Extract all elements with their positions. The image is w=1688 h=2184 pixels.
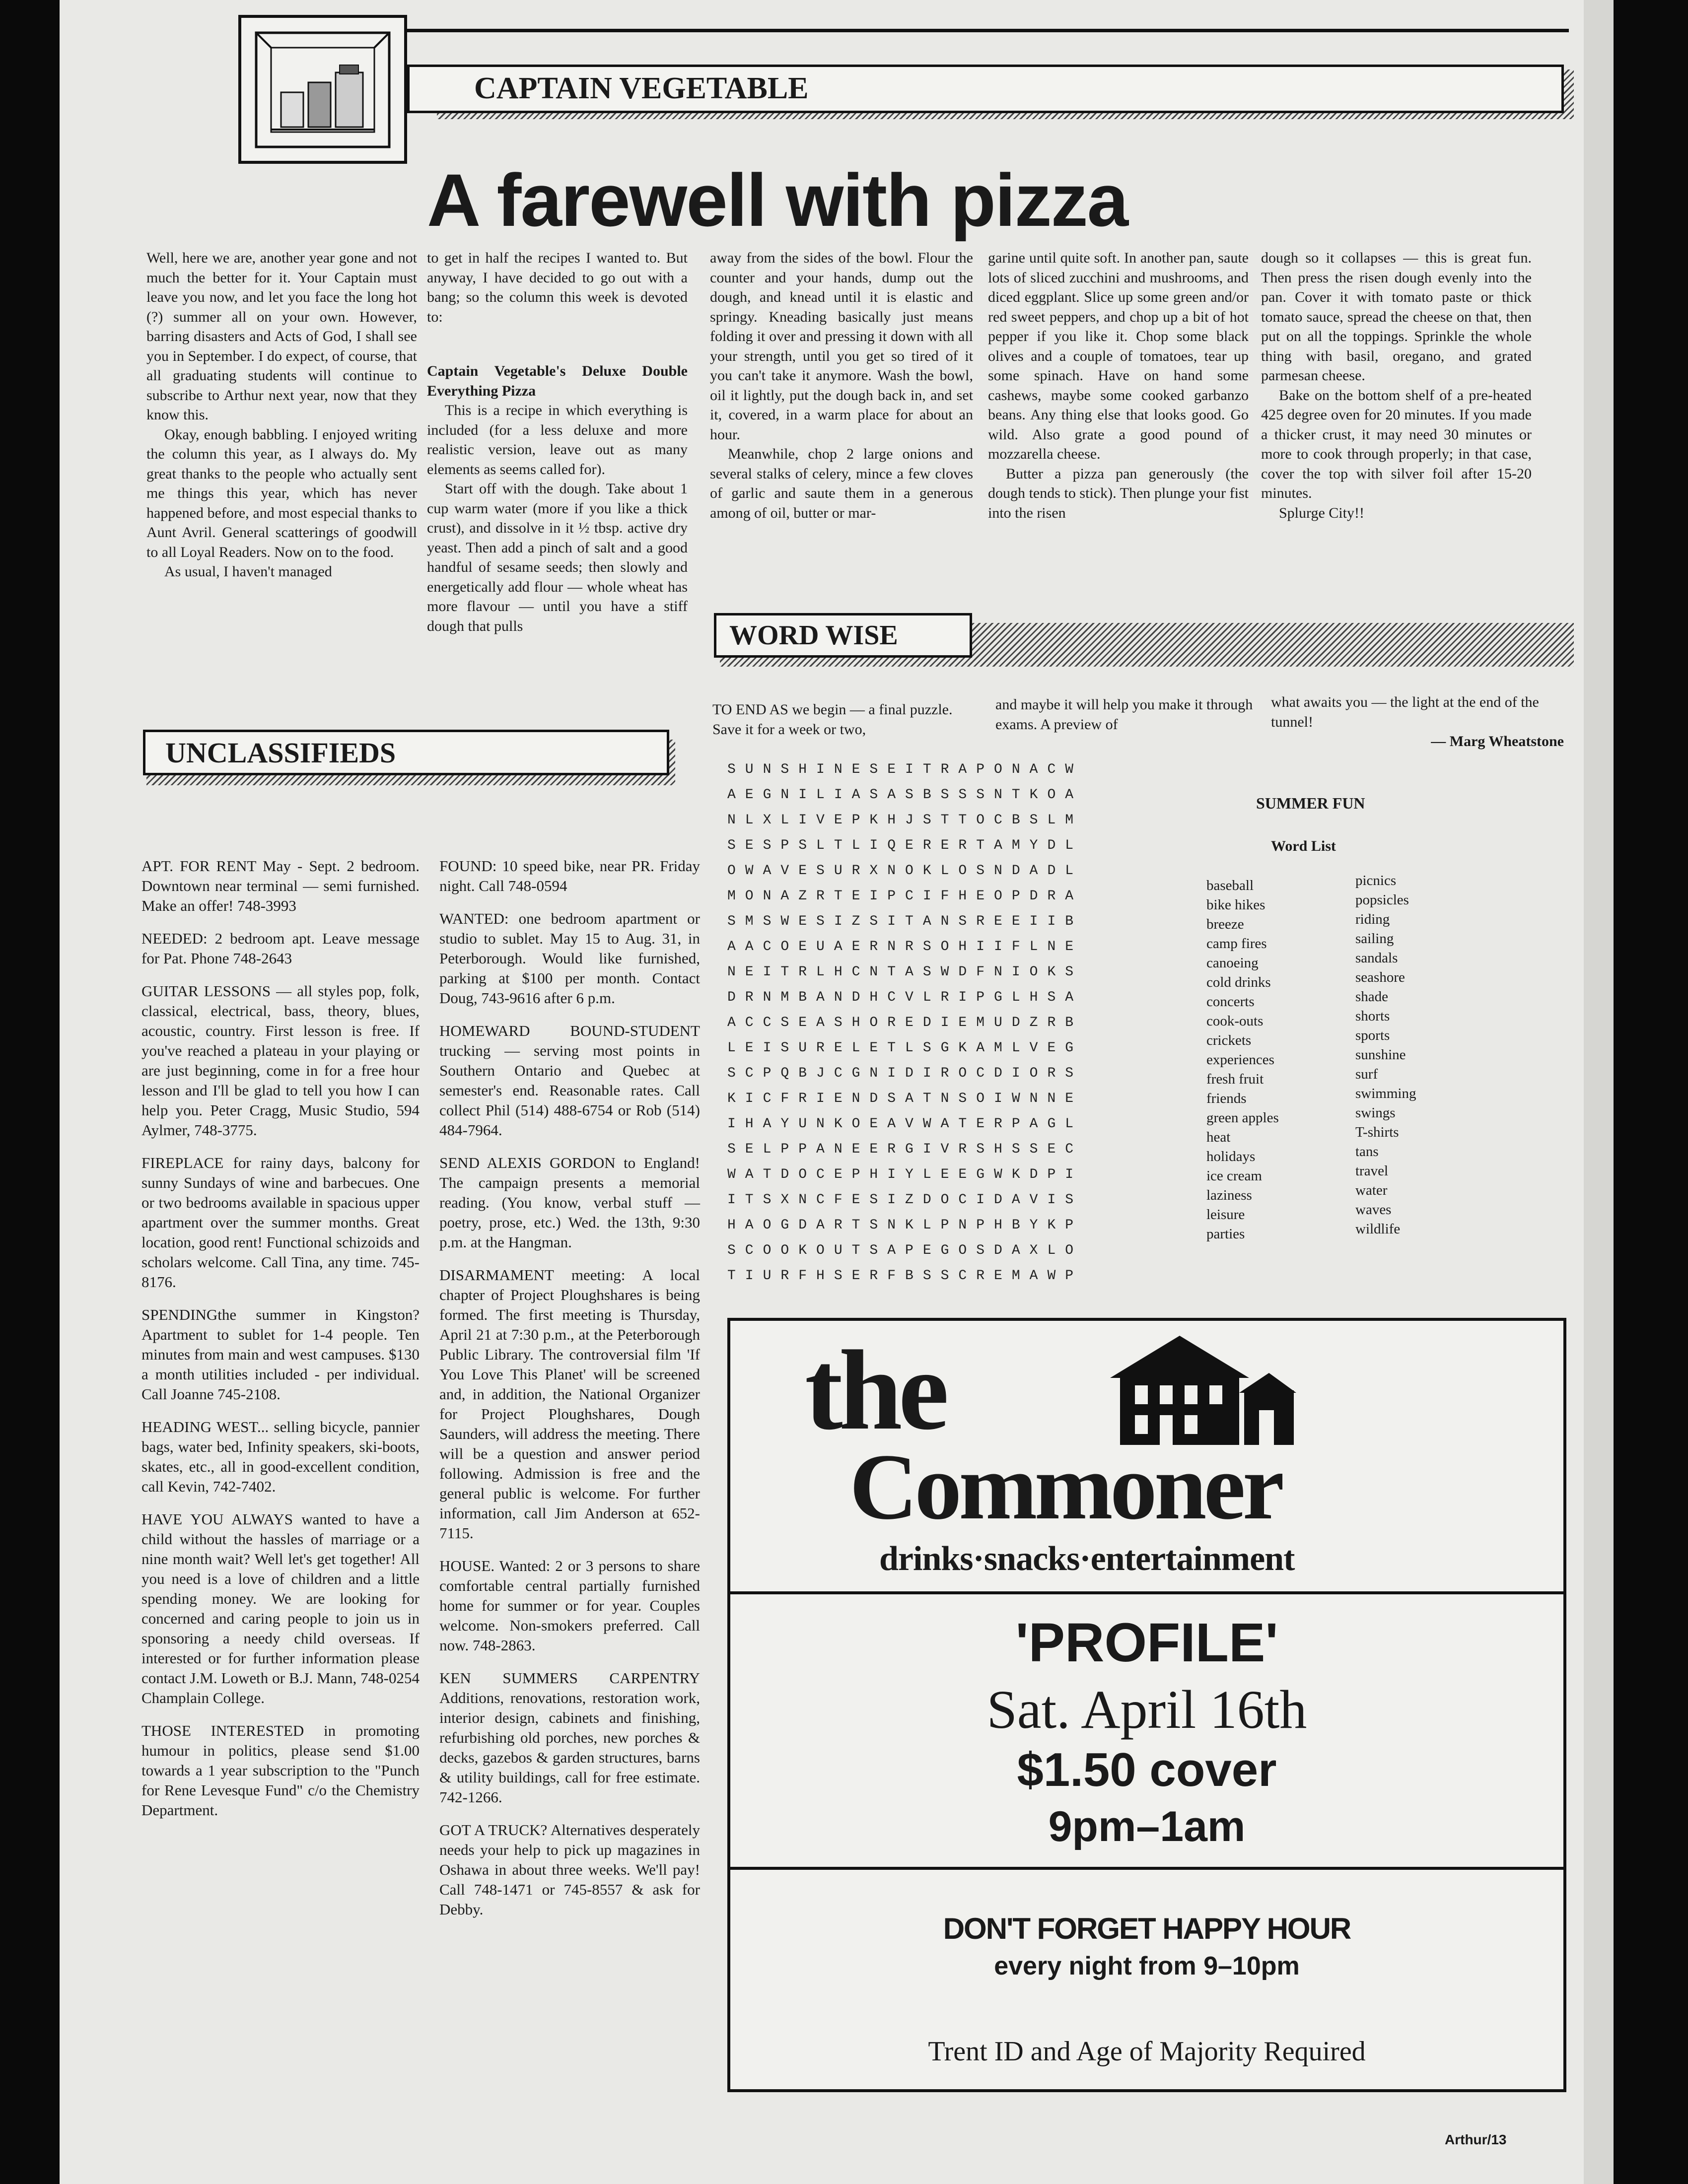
- wordwise-intro-text: what awaits you — the light at the end of the tunnel!: [1271, 694, 1539, 730]
- word-list-item: ice cream: [1206, 1168, 1262, 1184]
- article-paragraph: Well, here we are, another year gone and not much the better for it. Your Captain must leave you now, and let you face the long hot (?) summer all on your own. However, barring disasters and Acts of God, I shall see you in September. I do expect, of course, that all graduating students will continue to subscribe to Arthur next year, now that they know this.: [146, 250, 417, 423]
- grid-row: AEGNILIASASBSSSNTKOA: [727, 787, 1083, 803]
- newspaper-page: [60, 0, 1614, 2184]
- word-list-item: riding: [1355, 911, 1390, 927]
- grid-row: TIURFHSERFBSSCREMAWP: [727, 1268, 1083, 1284]
- word-list-item: tans: [1355, 1144, 1379, 1160]
- word-list-title: SUMMER FUN: [1256, 794, 1365, 812]
- ad-footer: Trent ID and Age of Majority Required: [928, 2036, 1366, 2067]
- word-list-item: breeze: [1206, 916, 1244, 932]
- grid-row: AACOEUAERNRSOHIIFLNE: [727, 939, 1083, 955]
- word-list-item: picnics: [1355, 873, 1397, 888]
- word-list-item: holidays: [1206, 1149, 1256, 1164]
- grid-row: KICFRIENDSATNSOIWNNE: [727, 1091, 1083, 1106]
- word-list-item: canoeing: [1206, 955, 1259, 971]
- word-list-item: surf: [1355, 1066, 1378, 1082]
- page-folio: Arthur/13: [1445, 2132, 1507, 2147]
- article-column-5: [1261, 248, 1532, 523]
- byline: — Marg Wheatstone: [1431, 733, 1564, 750]
- article-paragraph: Meanwhile, chop 2 large onions and several stalks of celery, mince a few cloves of garlic and saute them in a generous among of oil, butter or mar-: [710, 446, 973, 521]
- grid-row: SMSWESIZSITANSREEIIB: [727, 914, 1083, 929]
- house-icon: [1100, 1331, 1299, 1450]
- unclassifieds-column-right: [439, 856, 700, 1932]
- word-list-subtitle: Word List: [1271, 838, 1336, 854]
- word-list-item: sunshine: [1355, 1047, 1406, 1063]
- grid-row: NLXLIVEPKHJSTTOCBSLM: [727, 813, 1083, 828]
- ad-commoner: Commoner: [849, 1435, 1282, 1539]
- word-list-column-2: [1355, 871, 1489, 1239]
- unclassifieds-column-left: [141, 856, 420, 1833]
- word-list-item: sports: [1355, 1027, 1390, 1043]
- article-column-2: [427, 248, 688, 636]
- ad-the: the: [805, 1327, 945, 1453]
- article-column-3: [710, 248, 973, 523]
- article-paragraph: away from the sides of the bowl. Flour the counter and your hands, dump out the dough, and knead until it is elastic and springy. Kneading basically just means folding it over and pressing it down with all your strength, until you get so tired of it you can't take it anymore. Wash the bowl, oil it lightly, put the dough back in, and set it, covered, in a warm place for about an hour.: [710, 250, 973, 443]
- grid-row: DRNMBANDHCVLRIPGLHSA: [727, 990, 1083, 1005]
- word-list-item: bike hikes: [1206, 897, 1266, 913]
- grid-row: SELPPANEERGIVRSHSSEC: [727, 1142, 1083, 1157]
- word-list-item: water: [1355, 1182, 1388, 1198]
- ad-happy-hour-sub: every night from 9–10pm: [994, 1952, 1300, 1980]
- article-column-4: [988, 248, 1249, 523]
- unclassifieds-title: UNCLASSIFIEDS: [143, 730, 669, 775]
- grid-row: MONAZRTEIPCIFHEOPDRA: [727, 888, 1083, 904]
- classified-ad: THOSE INTERESTED in promoting humour in politics, please send $1.00 towards a 1 year subscription to the "Punch for Rene Levesque Fund" c/o the Chemistry Department.: [141, 1722, 420, 1819]
- word-list-item: wildlife: [1355, 1221, 1401, 1237]
- word-list-item: leisure: [1206, 1207, 1245, 1223]
- ad-divider: [730, 1867, 1563, 1870]
- article-paragraph: Start off with the dough. Take about 1 cup warm water (more if you like a thick crust), and dissolve in it ½ tbsp. active dry yeast. Then add a pinch of salt and a good handful of sesame seeds; then slowly and energetically add flour — whole wheat has more flavour — until you have a stiff dough that pulls: [427, 480, 688, 634]
- word-list-item: friends: [1206, 1091, 1247, 1106]
- wordwise-title: WORD WISE: [714, 613, 972, 658]
- ad-divider: [730, 1591, 1563, 1594]
- page-edge-shadow: [1584, 0, 1614, 2184]
- classified-ad: GOT A TRUCK? Alternatives desperately needs your help to pick up magazines in Oshawa in about three weeks. We'll pay! Call 748-1471 or 745-8557 & ask for Debby.: [439, 1821, 700, 1918]
- article-paragraph: Splurge City!!: [1279, 504, 1364, 521]
- word-list-item: cook-outs: [1206, 1013, 1264, 1029]
- ad-act: 'PROFILE': [1015, 1612, 1278, 1673]
- word-list-item: concerts: [1206, 994, 1255, 1010]
- grid-row: NEITRLHCNTASWDFNIOKS: [727, 964, 1083, 980]
- word-list-item: waves: [1355, 1202, 1392, 1218]
- grid-row: ITSXNCFESIZDOCIDAVIS: [727, 1192, 1083, 1208]
- word-list-item: shorts: [1355, 1008, 1390, 1024]
- article-paragraph: Bake on the bottom shelf of a pre-heated 425 degree oven for 20 minutes. If you made a thicker crust, it may need 30 minutes or more to cook through properly; in that case, cover the top with silver foil after 15-20 minutes.: [1261, 387, 1532, 501]
- classified-ad: NEEDED: 2 bedroom apt. Leave message for Pat. Phone 748-2643: [141, 930, 420, 967]
- headline: A farewell with pizza: [427, 158, 1128, 242]
- article-paragraph: As usual, I haven't managed: [164, 563, 332, 580]
- word-list-item: camp fires: [1206, 936, 1267, 952]
- article-paragraph: to get in half the recipes I wanted to. But anyway, I have decided to go out with a bang; so the column this week is devoted to:: [427, 250, 688, 325]
- wordwise-intro-1: TO END AS we begin — a final puzzle. Save it for a week or two,: [712, 701, 953, 738]
- section-title: CAPTAIN VEGETABLE: [407, 65, 1564, 113]
- word-list-item: sailing: [1355, 931, 1394, 947]
- article-column-1: [146, 248, 417, 582]
- word-list-item: shade: [1355, 989, 1389, 1005]
- captain-vegetable-logo: [238, 15, 407, 164]
- ad-time: 9pm–1am: [1048, 1803, 1246, 1850]
- classified-ad: HAVE YOU ALWAYS wanted to have a child without the hassles of marriage or a nine month wait? Well let's get together! All you need is a love of children and a little spending money. We are looking for concerned and caring people to join us in sponsoring a needy child overseas. If interested or for further information please contact J.M. Loweth or B.J. Mann, 748-0254 Champlain College.: [141, 1510, 420, 1706]
- grid-row: SUNSHINESEITRAPONACW: [727, 762, 1083, 777]
- word-list-item: popsicles: [1355, 892, 1409, 908]
- classified-ad: FOUND: 10 speed bike, near PR. Friday night. Call 748-0594: [439, 857, 700, 894]
- top-rule: [258, 29, 1569, 32]
- word-list-item: travel: [1355, 1163, 1389, 1179]
- classified-ad: GUITAR LESSONS — all styles pop, folk, classical, electrical, bass, theory, blues, acoustic, country. First lesson is free. If you've reached a plateau in your playing or are just beginning, come in for a free hour lesson and I'll be glad to tell you how I can help you. Peter Cragg, Music Studio, 594 Aylmer, 748-3775.: [141, 982, 420, 1139]
- grid-row: WATDOCEPHIYLEEGWKDPI: [727, 1167, 1083, 1182]
- classified-ad: SEND ALEXIS GORDON to England! The campaign presents a memorial reading. (You know, verbal stuff — poetry, prose, etc.) Wed. the 13th, 9:30 p.m. at the Hangman.: [439, 1154, 700, 1251]
- word-list-item: parties: [1206, 1226, 1245, 1242]
- article-paragraph: dough so it collapses — this is great fun. Then press the risen dough evenly into the pan. Cover it with tomato paste or thick tomato sauce, spread the cheese on that, then put on all the toppings. Sprinkle the whole thing with basil, oregano, and grated parmesan cheese.: [1261, 250, 1532, 384]
- word-list-item: fresh fruit: [1206, 1071, 1264, 1087]
- classified-ad: KEN SUMMERS CARPENTRY Additions, renovations, restoration work, interior design, cabinets and finishing, refurbishing old porches, new porches & decks, gazebos & garden structures, barns & utility buildings, call for free estimate. 742-1266.: [439, 1669, 700, 1806]
- word-list-item: swimming: [1355, 1086, 1416, 1101]
- article-paragraph: Butter a pizza pan generously (the dough tends to stick). Then plunge your fist into the risen: [988, 465, 1249, 521]
- word-list-item: green apples: [1206, 1110, 1279, 1126]
- pantry-jars-icon: [241, 18, 404, 161]
- classified-ad: SPENDINGthe summer in Kingston? Apartment to sublet for 1-4 people. Ten minutes from main and west campuses. $130 a month utilities included - per individual. Call Joanne 745-2108.: [141, 1306, 420, 1403]
- word-search-grid: [727, 757, 1083, 1289]
- commoner-advertisement: [727, 1318, 1566, 2092]
- grid-row: SCPQBJCGNIDIROCDIORS: [727, 1066, 1083, 1081]
- word-list-item: crickets: [1206, 1032, 1252, 1048]
- classified-ad: DISARMAMENT meeting: A local chapter of Project Ploughshares is being formed. The first meeting is Thursday, April 21 at 7:30 p.m., at the Peterborough Public Library. The controversial film 'If You Love This Planet' will be screened and, in addition, the National Organizer for Project Ploughshares, Dough Saunders, will address the meeting. There will be a question and answer period following. Admission is free and the general public is welcome. For further information, call Jim Anderson at 652-7115.: [439, 1266, 700, 1542]
- classified-ad: APT. FOR RENT May - Sept. 2 bedroom. Downtown near terminal — semi furnished. Make an offer! 748-3993: [141, 857, 420, 914]
- ad-date: Sat. April 16th: [986, 1679, 1307, 1740]
- article-paragraph: This is a recipe in which everything is included (for a less deluxe and more realistic version, leave out as many elements as seems called for).: [427, 402, 688, 478]
- wordwise-intro-2: and maybe it will help you make it through exams. A preview of: [995, 696, 1253, 733]
- word-list-item: sandals: [1355, 950, 1398, 966]
- word-list-item: seashore: [1355, 969, 1405, 985]
- wordwise-intro-3: [1271, 692, 1564, 751]
- classified-ad: FIREPLACE for rainy days, balcony for sunny Sundays of wine and barbecues. One or two bedrooms available in spacious upper apartment over the summer months. Great location, good rent! Functional schizoids and scholars welcome. Call Tina, any time. 745-8176.: [141, 1154, 420, 1291]
- grid-row: ACCSEASHOREDIEMUDZRB: [727, 1015, 1083, 1030]
- article-paragraph: garine until quite soft. In another pan, saute lots of sliced zucchini and mushrooms, and diced eggplant. Slice up some green and/or red sweet peppers, and chop up a bit of hot pepper if you like it. Chop some black olives and a couple of tomatoes, tear up some spinach. Have on hand some cashews, maybe some cooked garbanzo beans. Any thing else that looks good. Go wild. Also grate a good pound of mozzarella cheese.: [988, 250, 1249, 462]
- word-list-item: T-shirts: [1355, 1124, 1399, 1140]
- word-list-item: baseball: [1206, 878, 1254, 893]
- classified-ad: HOUSE. Wanted: 2 or 3 persons to share comfortable central partially furnished home for summer or for year. Couples welcome. Non-smokers preferred. Call now. 748-2863.: [439, 1557, 700, 1654]
- word-list-column-1: [1206, 876, 1340, 1244]
- ad-cover: $1.50 cover: [1017, 1743, 1277, 1796]
- recipe-title: Captain Vegetable's Deluxe Double Everything Pizza: [427, 363, 688, 399]
- classified-ad: HOMEWARD BOUND-STUDENT trucking — serving most points in Southern Ontario and Quebec at semester's end. Reasonable rates. Call collect Phil (514) 488-6754 or Rob (514) 484-7964.: [439, 1022, 700, 1139]
- ad-happy-hour: DON'T FORGET HAPPY HOUR: [943, 1912, 1351, 1945]
- classified-ad: HEADING WEST... selling bicycle, pannier bags, water bed, Infinity speakers, ski-boots, skates, etc., all in good-excellent condition, call Kevin, 742-7402.: [141, 1418, 420, 1495]
- grid-row: LEISURELETLSGKAMLVEG: [727, 1040, 1083, 1056]
- word-list-item: experiences: [1206, 1052, 1274, 1068]
- grid-row: IHAYUNKOEAVWATERPAGL: [727, 1116, 1083, 1132]
- word-list-item: cold drinks: [1206, 974, 1271, 990]
- word-list-item: laziness: [1206, 1187, 1252, 1203]
- grid-row: OWAVESURXNOKLOSNDADL: [727, 863, 1083, 879]
- word-list-item: swings: [1355, 1105, 1396, 1121]
- classified-ad: WANTED: one bedroom apartment or studio to sublet. May 15 to Aug. 31, in Peterborough. Would like furnished, parking at $100 per month. Contact Doug, 743-9616 after 6 p.m.: [439, 910, 700, 1007]
- word-list-item: heat: [1206, 1129, 1231, 1145]
- ad-tagline: drinks·snacks·entertainment: [879, 1540, 1295, 1578]
- grid-row: SESPSLTLIQERERTAMYDL: [727, 838, 1083, 853]
- grid-row: HAOGDARTSNKLPNPHBYKP: [727, 1218, 1083, 1233]
- article-paragraph: Okay, enough babbling. I enjoyed writing the column this year, as I always do. My great thanks to the people who actually sent me things this year, which has never happened before, and most especial thanks to Aunt Avril. General scatterings of goodwill to all Loyal Readers. Now on to the food.: [146, 426, 417, 560]
- grid-row: SCOOKOUTSAPEGOSDAXLO: [727, 1243, 1083, 1258]
